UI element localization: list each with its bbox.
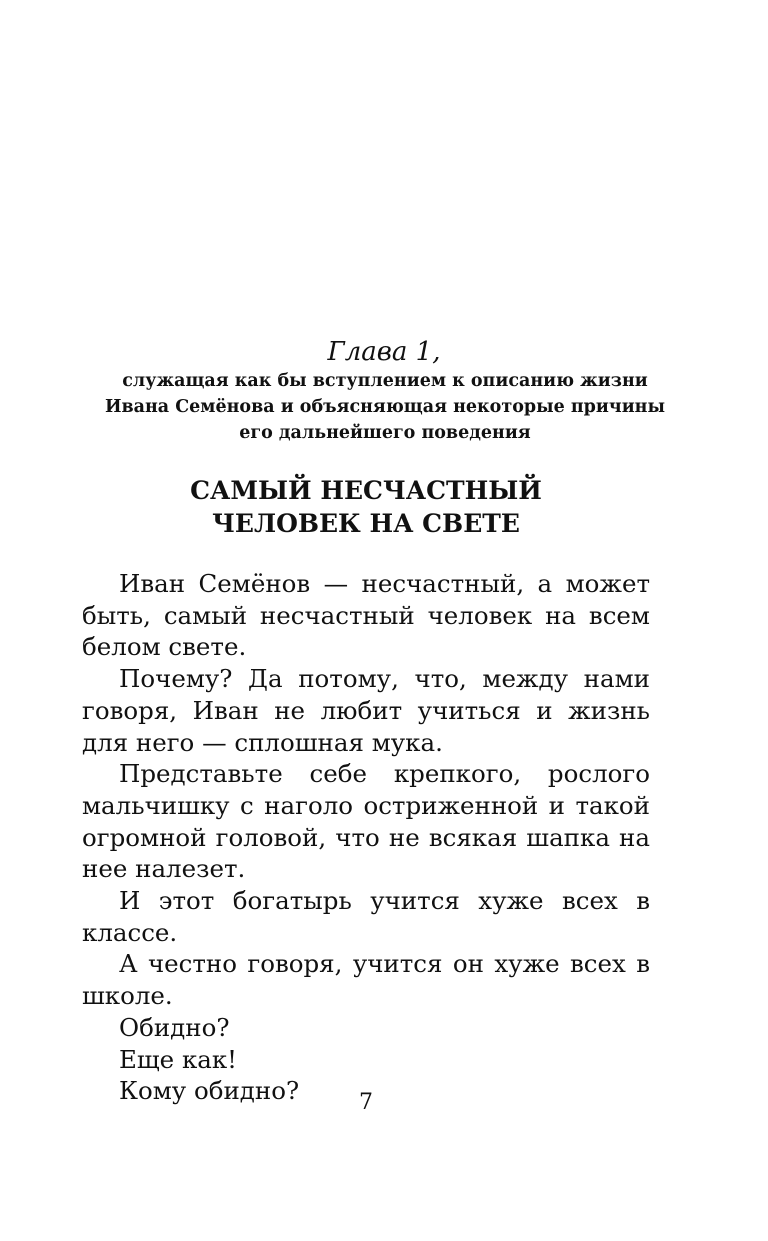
paragraph: А честно говоря, учится он хуже всех в школе. xyxy=(82,949,650,1011)
story-title-line: САМЫЙ НЕСЧАСТНЫЙ xyxy=(190,476,542,505)
story-title-line: ЧЕЛОВЕК НА СВЕТЕ xyxy=(212,509,520,538)
chapter-label: Глава 1, xyxy=(327,337,441,367)
paragraph: Кому обидно? xyxy=(119,1076,300,1106)
chapter-subtitle xyxy=(80,368,690,446)
paragraph: Еще как! xyxy=(119,1044,238,1074)
paragraph: Почему? Да потому, что, между нами говоря, Иван не любит учиться и жизнь для него — сплошная мука. xyxy=(82,664,650,757)
story-title xyxy=(0,474,732,540)
paragraph: Иван Семёнов — несчастный, а может быть, самый несчастный человек на всем белом свете. xyxy=(82,569,650,662)
subtitle-line: Ивана Семёнова и объясняющая некоторые причины xyxy=(104,397,666,417)
body-text xyxy=(82,568,650,1107)
subtitle-line: служащая как бы вступлением к описанию жизни xyxy=(122,371,648,391)
paragraph: Представьте себе крепкого, рослого мальчишку с наголо остриженной и такой огромной головой, что не всякая шапка на нее налезет. xyxy=(82,759,650,884)
paragraph: И этот богатырь учится хуже всех в классе. xyxy=(82,886,650,947)
subtitle-line: его дальнейшего поведения xyxy=(239,423,531,443)
paragraph: Обидно? xyxy=(119,1012,230,1042)
page-number: 7 xyxy=(359,1090,373,1115)
